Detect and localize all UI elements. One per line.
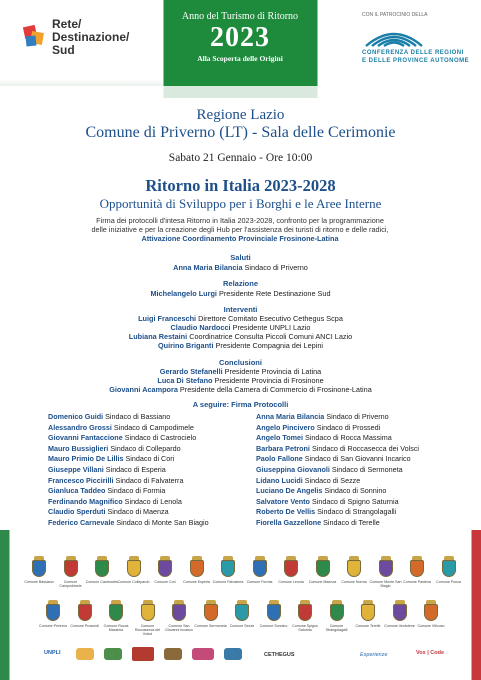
- signatory-role: Sindaco di Sermoneta: [331, 464, 403, 474]
- signatory-row: [256, 465, 419, 476]
- signatory-role: Sindaco di Sonnino: [324, 486, 387, 496]
- speaker-name: Giovanni Acampora: [109, 385, 178, 394]
- crest-label: Comune Cori: [154, 580, 176, 584]
- signatory-row: [256, 444, 419, 455]
- sponsor-unpli: UNPLI: [44, 650, 61, 656]
- crest-label: Comune Bassiano: [24, 580, 54, 584]
- municipal-crest-icon: [330, 604, 344, 621]
- municipal-crest-icon: [253, 560, 267, 577]
- signatory-row: [48, 476, 209, 487]
- crest-label: Comune Collepardo: [117, 580, 150, 584]
- municipal-crest-icon: [221, 560, 235, 577]
- sponsor-logos-strip: [76, 645, 266, 663]
- crest-label: Comune Esperia: [183, 580, 210, 584]
- section-title-firma: A seguire: Firma Protocolli: [192, 400, 289, 409]
- signatory-role: Sindaco di Prossedi: [316, 422, 381, 432]
- rete-destinazione-sud-logo: [22, 18, 152, 64]
- crest-label: Comune Sermoneta: [194, 624, 227, 628]
- municipal-crest-icon: [64, 560, 78, 577]
- sponsor-logo-icon: [76, 648, 94, 660]
- signatory-row: [256, 433, 419, 444]
- municipal-crest-icon: [95, 560, 109, 577]
- program-line: [0, 314, 481, 323]
- municipal-crest-icon: [235, 604, 249, 621]
- crest-label: Comune Monte San Biagio: [369, 580, 402, 589]
- conferenza-waves-icon: [364, 20, 424, 50]
- sponsor-logo-icon: [104, 648, 122, 660]
- sponsor-cethegus: CETHEGUS: [264, 652, 295, 658]
- speaker-name: Luigi Franceschi: [138, 314, 197, 323]
- signatory-row: [256, 518, 419, 529]
- crest-label: Comune Roccasecca dei Volsci: [134, 624, 161, 637]
- crest-label: Comune Spigno Saturnia: [292, 624, 318, 633]
- signatory-name: Lidano Lucidi: [256, 475, 303, 485]
- signatory-role: Sindaco di Terelle: [323, 517, 380, 527]
- logo-mark-icon: [22, 22, 52, 52]
- signatory-role: Sindaco di San Giovanni Incarico: [304, 454, 411, 464]
- signatory-name: Giovanni Fantaccione: [48, 433, 123, 443]
- signatory-name: Mauro Primio De Lillis: [48, 454, 124, 464]
- speaker-role: Sindaco di Priverno: [244, 263, 308, 272]
- speaker-name: Gerardo Stefanelli: [159, 367, 223, 376]
- program-line: [0, 367, 481, 376]
- municipal-crest-icon: [347, 560, 361, 577]
- signatory-name: Alessandro Grossi: [48, 422, 112, 432]
- signatory-name: Claudio Sperduti: [48, 507, 106, 517]
- section-title-saluti: Saluti: [230, 253, 251, 262]
- conferenza-line-1: CONFERENZA DELLE REGIONI: [362, 50, 464, 56]
- intro-line: Firma dei protocolli d'intesa Ritorno in Italia 2023-2028, confronto per la programmazione: [96, 216, 384, 225]
- section-title-interventi: Interventi: [223, 305, 258, 314]
- conferenza-line-2: E DELLE PROVINCE AUTONOME: [362, 58, 470, 64]
- municipal-crest-icon: [284, 560, 298, 577]
- municipal-crest-icon: [410, 560, 424, 577]
- sponsor-logo-icon: [164, 648, 182, 660]
- municipal-crest-icon: [442, 560, 456, 577]
- signatory-row: [48, 454, 209, 465]
- signatory-role: Sindaco di Rocca Massima: [305, 433, 392, 443]
- crest-label: Comune Lenola: [278, 580, 304, 584]
- program-line: [0, 323, 481, 332]
- crest-label: Comune Viticuso: [417, 624, 445, 628]
- signatory-name: Barbara Petroni: [256, 443, 310, 453]
- signatory-row: [48, 518, 209, 529]
- signatory-name: Fiorella Gazzellone: [256, 517, 322, 527]
- signatory-row: [256, 412, 419, 423]
- crest-label: Comune Norma: [341, 580, 367, 584]
- signatory-role: Sindaco di Lenola: [124, 496, 182, 506]
- speaker-role: Presidente UNPLI Lazio: [232, 323, 311, 332]
- signatory-row: [256, 497, 419, 508]
- signatory-role: Sindaco di Maenza: [107, 507, 169, 517]
- badge-subtitle: Alla Scoperta delle Origini: [197, 54, 283, 63]
- signatory-row: [48, 486, 209, 497]
- program-line: [0, 263, 481, 272]
- sponsor-logo-icon: [224, 648, 242, 660]
- municipal-crest-icon: [298, 604, 312, 621]
- signatory-row: [256, 476, 419, 487]
- municipal-crest-icon: [204, 604, 218, 621]
- signatory-row: [48, 497, 209, 508]
- crest-label: Comune Ventotene: [384, 624, 415, 628]
- signatory-name: Angelo Pincivero: [256, 422, 315, 432]
- header-stripe: [0, 70, 163, 86]
- badge-year: 2023: [210, 22, 270, 53]
- sponsor-logo-icon: [192, 648, 214, 660]
- crest-label: Comune Maenza: [308, 580, 337, 584]
- signatory-role: Sindaco di Cori: [125, 454, 175, 464]
- signatory-row: [256, 507, 419, 518]
- crest-label: Comune Strangolagalli: [325, 624, 348, 633]
- crest-label: Comune Falvaterra: [212, 580, 244, 584]
- program-line: [0, 376, 481, 385]
- signatory-role: Sindaco di Campodimele: [113, 422, 194, 432]
- municipal-crest-icon: [424, 604, 438, 621]
- speaker-role: Presidente Compagnia dei Lepini: [215, 341, 324, 350]
- conferenza-regioni-logo: [350, 12, 470, 72]
- signatory-name: Federico Carnevale: [48, 517, 115, 527]
- signatory-role: Sindaco di Falvaterra: [115, 475, 184, 485]
- municipal-crest-icon: [78, 604, 92, 621]
- municipal-crest-icon: [190, 560, 204, 577]
- patronage-label: CON IL PATROCINIO DELLA: [362, 12, 428, 18]
- municipal-crest-icon: [361, 604, 375, 621]
- header-bottom-stripe: [0, 86, 481, 98]
- signatory-row: [256, 454, 419, 465]
- signatory-name: Domenico Guidi: [48, 412, 104, 421]
- signatory-row: [256, 486, 419, 497]
- signatory-role: Sindaco di Priverno: [326, 412, 389, 421]
- speaker-name: Quirino Briganti: [157, 341, 214, 350]
- venue-heading: Comune di Priverno (LT) - Sala delle Cerimonie: [85, 124, 396, 141]
- intro-line: Attivazione Coordinamento Provinciale Frosinone-Latina: [141, 234, 339, 243]
- speaker-name: Lubiana Restaini: [128, 332, 188, 341]
- speaker-name: Michelangelo Lurgi: [150, 289, 217, 298]
- crest-label: Comune Rocca Massima: [103, 624, 129, 633]
- program-line: [0, 341, 481, 350]
- speaker-role: Presidente della Camera di Commercio di Frosinone-Latina: [179, 385, 372, 394]
- signatory-name: Roberto De Vellis: [256, 507, 316, 517]
- region-heading: Regione Lazio: [196, 107, 285, 123]
- signatory-name: Salvatore Vento: [256, 496, 310, 506]
- speaker-name: Anna Maria Bilancia: [173, 263, 243, 272]
- event-title: Ritorno in Italia 2023-2028: [145, 176, 336, 195]
- intro-line: delle iniziative e per la creazione degli Hub per l'assistenza dei turisti di ritorno e delle radici,: [91, 225, 389, 234]
- speaker-role: Coordinatrice Consulta Piccoli Comuni ANCI Lazio: [189, 332, 353, 341]
- signatory-role: Sindaco di Roccasecca dei Volsci: [311, 443, 420, 453]
- logo-line: Destinazione/: [52, 30, 130, 44]
- municipal-crest-icon: [379, 560, 393, 577]
- crest-label: Comune Campodimele: [59, 580, 82, 589]
- signatory-row: [48, 444, 209, 455]
- speaker-role: Presidente Provincia di Frosinone: [214, 376, 324, 385]
- signatory-row: [48, 465, 209, 476]
- crest-label: Comune Formia: [246, 580, 273, 584]
- municipal-crest-icon: [393, 604, 407, 621]
- signatory-role: Sindaco di Spigno Saturnia: [311, 496, 399, 506]
- sponsor-voxcode: Vox | Code: [416, 650, 445, 656]
- crest-label: Comune Castrocielo: [85, 580, 119, 584]
- municipal-crest-icon: [267, 604, 281, 621]
- signatory-row: [48, 507, 209, 518]
- sponsor-logo-icon: [132, 647, 154, 661]
- municipal-crest-icon: [46, 604, 60, 621]
- event-date: Sabato 21 Gennaio - Ore 10:00: [168, 152, 313, 164]
- crest-label: Comune Sonnino: [259, 624, 288, 628]
- section-title-conclusioni: Conclusioni: [219, 358, 262, 367]
- signatory-role: Sindaco di Collepardo: [110, 443, 181, 453]
- event-badge: [164, 0, 316, 86]
- signatory-name: Mauro Bussiglieri: [48, 443, 109, 453]
- event-subtitle: Opportunità di Sviluppo per i Borghi e le Aree Interne: [99, 196, 382, 211]
- signatory-role: Sindaco di Sezze: [304, 475, 361, 485]
- municipal-crest-icon: [127, 560, 141, 577]
- crest-label: Comune Sezze: [229, 624, 255, 628]
- municipal-crest-icon: [109, 604, 123, 621]
- municipal-crest-icon: [32, 560, 46, 577]
- signatory-role: Sindaco di Strangolagalli: [317, 507, 397, 517]
- municipal-crest-icon: [172, 604, 186, 621]
- signatory-name: Ferdinando Magnifico: [48, 496, 123, 506]
- program-line: [0, 289, 481, 298]
- program-line: [0, 332, 481, 341]
- badge-kicker: Anno del Turismo di Ritorno: [181, 11, 299, 22]
- signatory-role: Sindaco di Monte San Biagio: [116, 517, 209, 527]
- signatory-name: Francesco Piccirilli: [48, 475, 114, 485]
- speaker-name: Luca Di Stefano: [157, 376, 213, 385]
- signatory-name: Giuseppina Giovanoli: [256, 464, 330, 474]
- municipal-crest-icon: [316, 560, 330, 577]
- speaker-role: Direttore Comitato Esecutivo Cethegus Scpa: [198, 314, 343, 323]
- municipal-crest-icon: [141, 604, 155, 621]
- signatory-role: Sindaco di Castrocielo: [124, 433, 197, 443]
- signatory-name: Angelo Tomei: [256, 433, 303, 443]
- speaker-role: Presidente Provincia di Latina: [224, 367, 322, 376]
- crest-label: Comune Ponza: [436, 580, 461, 584]
- program-line: [0, 385, 481, 394]
- signatory-row: [256, 423, 419, 434]
- signatory-row: [48, 412, 209, 423]
- crest-label: Comune Priverno: [39, 624, 67, 628]
- crest-label: Comune Pastena: [403, 580, 431, 584]
- section-title-relazione: Relazione: [222, 279, 258, 288]
- signatory-row: [48, 423, 209, 434]
- crest-label: Comune San Giovanni Incarico: [165, 624, 193, 633]
- sponsor-esperienze: Esperienze: [360, 652, 388, 658]
- signatory-row: [48, 433, 209, 444]
- crest-label: Comune Terelle: [355, 624, 381, 628]
- signatory-name: Gianluca Taddeo: [48, 486, 106, 496]
- municipal-crest-icon: [158, 560, 172, 577]
- signatory-name: Luciano De Angelis: [256, 486, 323, 496]
- signatory-role: Sindaco di Bassiano: [105, 412, 171, 421]
- crest-label: Comune Prossedi: [70, 624, 99, 628]
- signatory-name: Giuseppe Villani: [48, 464, 104, 474]
- signatory-name: Paolo Fallone: [256, 454, 303, 464]
- logo-line: Sud: [52, 43, 75, 57]
- signatory-name: Anna Maria Bilancia: [256, 412, 325, 421]
- signatory-role: Sindaco di Esperia: [105, 464, 166, 474]
- speaker-name: Claudio Nardocci: [170, 323, 231, 332]
- logo-line: Rete/: [52, 17, 82, 31]
- speaker-role: Presidente Rete Destinazione Sud: [218, 289, 331, 298]
- signatory-role: Sindaco di Formia: [107, 486, 166, 496]
